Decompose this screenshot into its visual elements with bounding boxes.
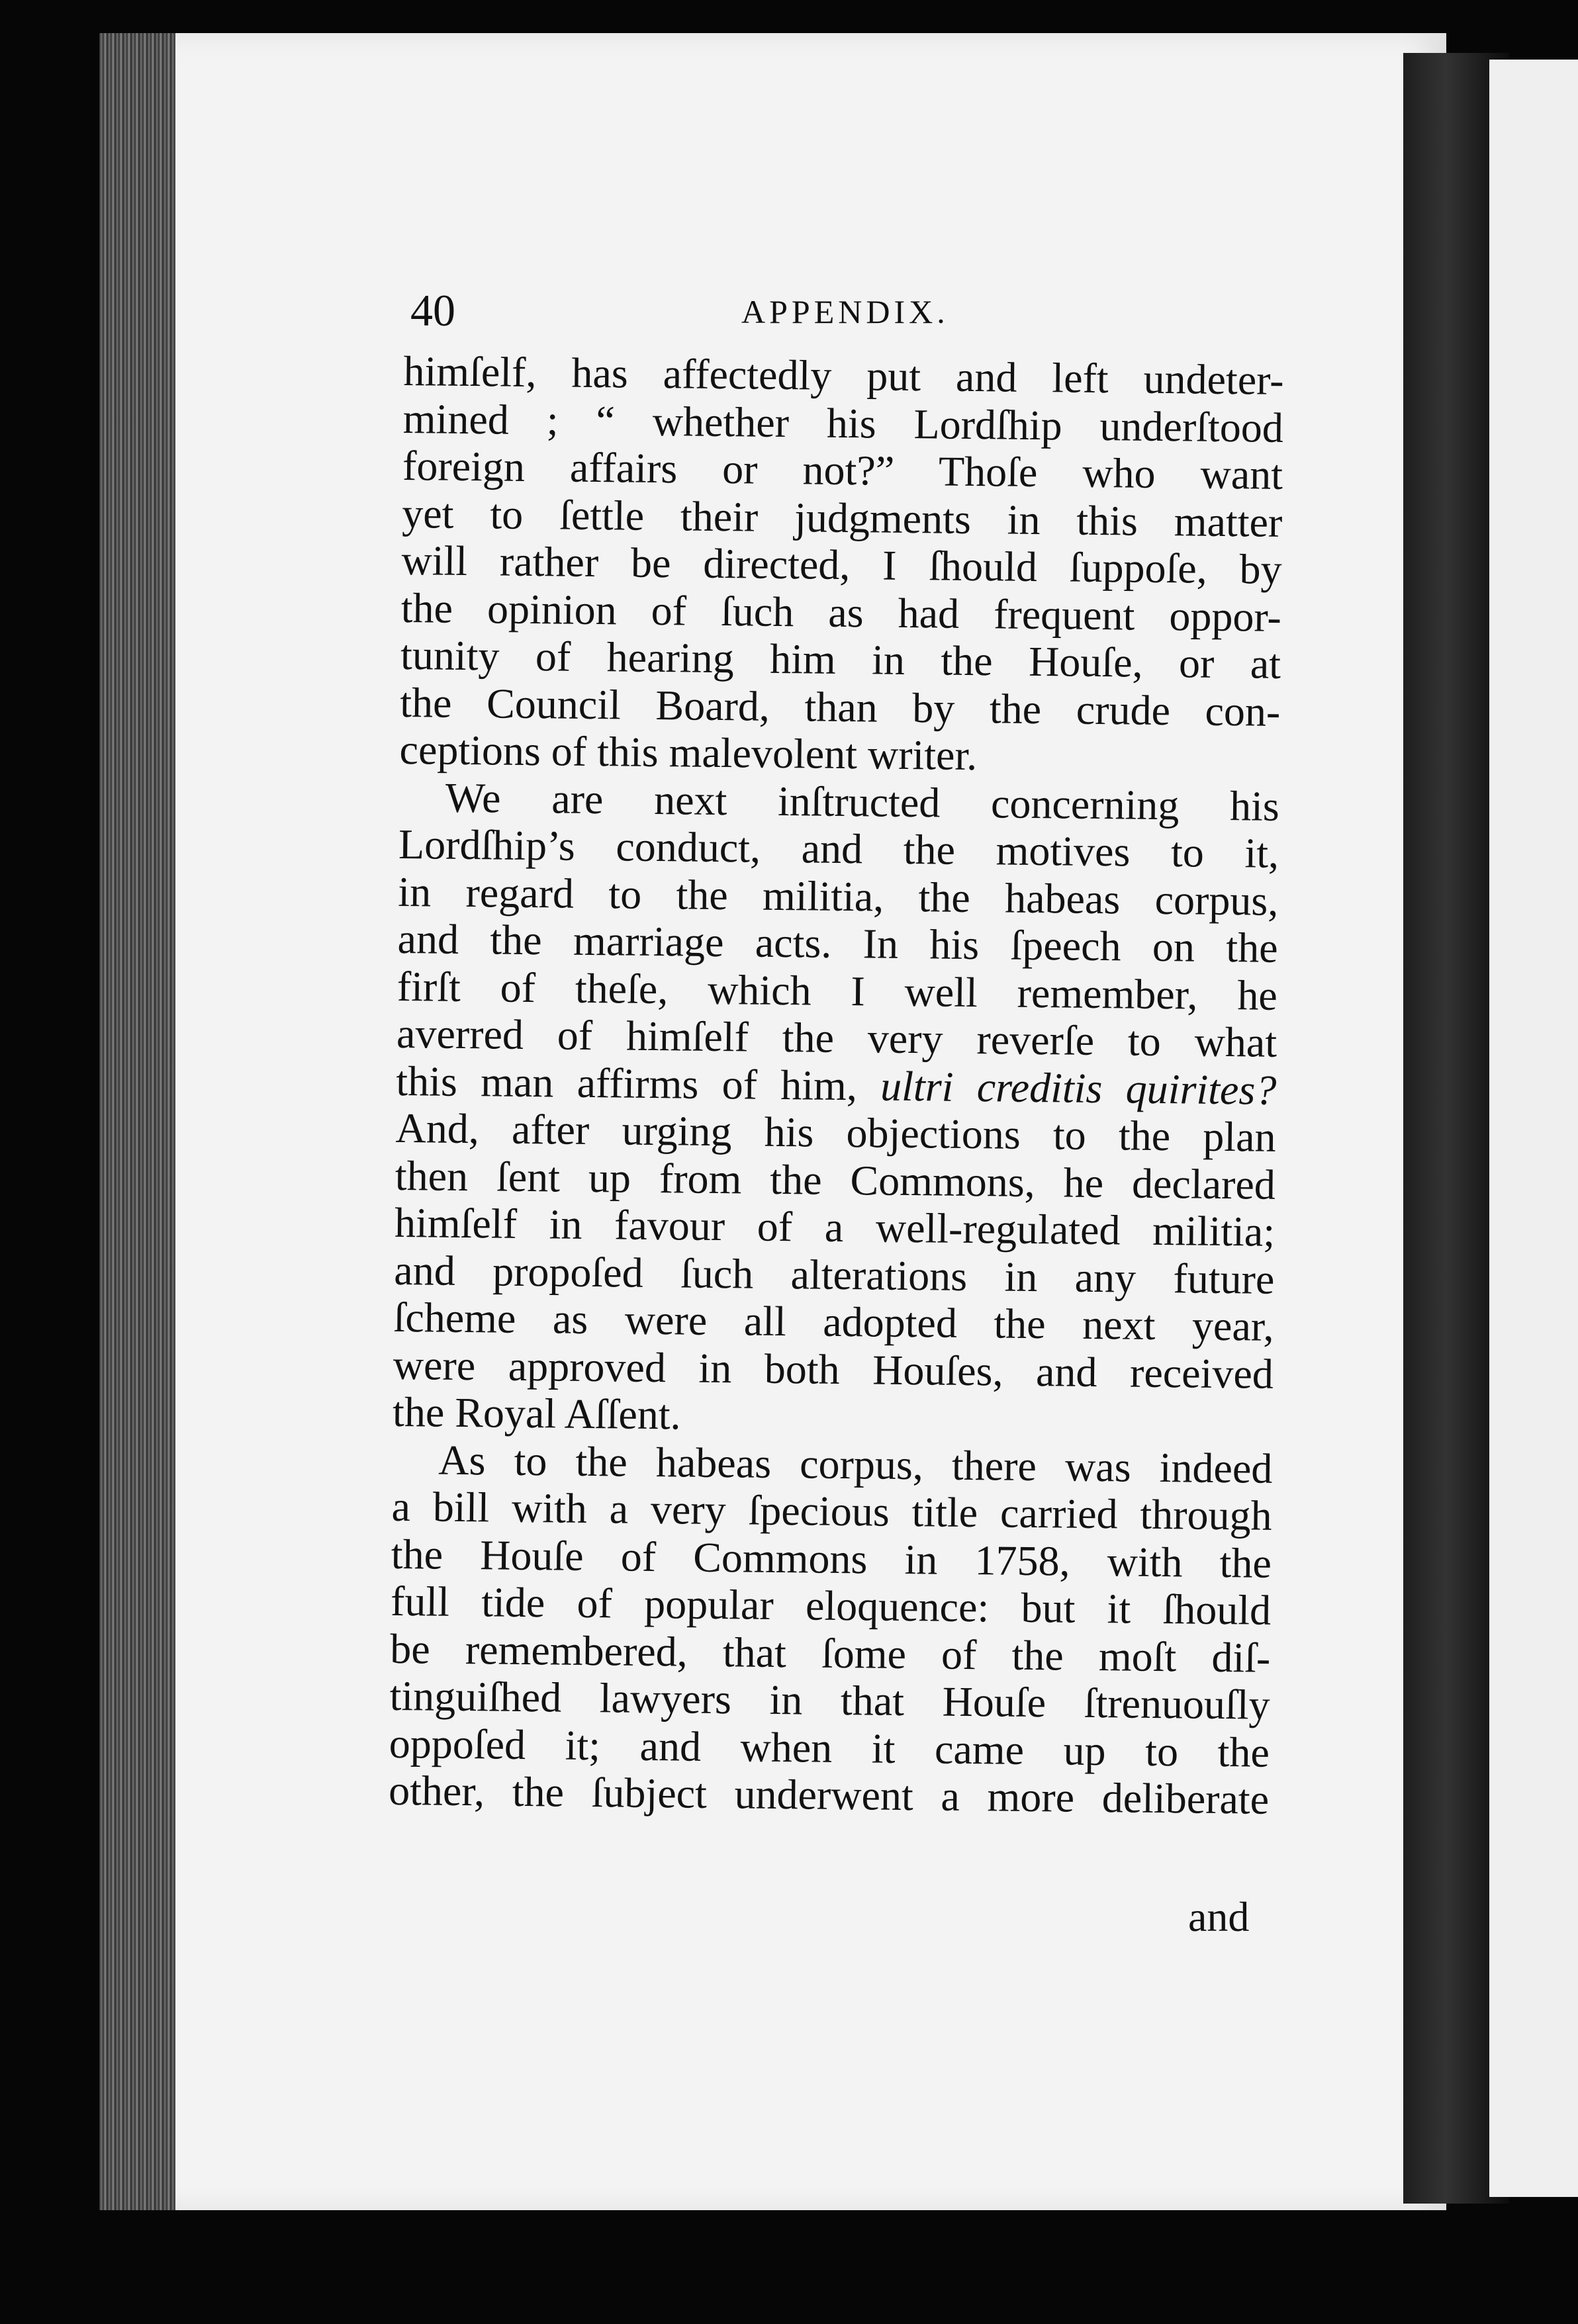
text-line: and the marriage acts. In his ſpeech on the <box>397 915 1278 971</box>
page-header <box>410 285 1291 344</box>
text-line: foreign affairs or not?” Thoſe who want <box>402 441 1283 498</box>
text-line: tunity of hearing him in the Houſe, or at <box>400 631 1281 688</box>
adjacent-page-edge <box>1489 60 1578 2197</box>
page-number: 40 <box>410 285 455 335</box>
text-line: ſcheme as were all adopted the next year, <box>393 1293 1274 1350</box>
text-line: the opinion of ſuch as had frequent oppor- <box>400 584 1282 641</box>
catchword: and <box>1188 1893 1250 1940</box>
text-line: And, after urging his objections to the plan <box>395 1104 1276 1161</box>
text-line: We are next inſtructed concerning his <box>445 774 1280 830</box>
text-line: himſelf, has affectedly put and left undeter- <box>403 347 1284 404</box>
text-line: Lordſhip’s conduct, and the motives to it, <box>398 820 1279 877</box>
text-line: the Council Board, than by the crude con- <box>400 678 1281 735</box>
text-line: yet to ſettle their judgments in this matter <box>402 489 1283 546</box>
body-text <box>389 347 1284 1823</box>
text-line: full tide of popular eloquence: but it ſhould <box>390 1577 1272 1634</box>
text-line: the Royal Aſſent. <box>392 1388 682 1439</box>
text-line: himſelf in favour of a well-regulated militia; <box>394 1198 1276 1255</box>
text-span: this man affirms of him, <box>396 1057 858 1109</box>
text-line: As to the habeas corpus, there was indeed <box>438 1436 1273 1492</box>
italic-quotation: ultri creditis quirites? <box>880 1062 1277 1114</box>
text-line: tinguiſhed lawyers in that Houſe ſtrenuouſly <box>389 1672 1270 1728</box>
text-line: oppoſed it; and when it came up to the <box>389 1719 1270 1776</box>
text-line: in regard to the militia, the habeas corpus, <box>398 868 1279 924</box>
text-line: a bill with a very ſpecious title carried through <box>391 1482 1272 1539</box>
text-line: and propoſed ſuch alterations in any future <box>394 1246 1275 1303</box>
text-line: averred of himſelf the very reverſe to what <box>396 1009 1277 1066</box>
text-line: firſt of theſe, which I well remember, he <box>396 962 1278 1019</box>
text-line: be remembered, that ſome of the moſt diſ- <box>390 1625 1271 1681</box>
text-line: ceptions of this malevolent writer. <box>399 725 978 780</box>
running-head: APPENDIX. <box>741 293 949 330</box>
text-line: were approved in both Houſes, and received <box>393 1341 1274 1398</box>
text-line: mined ; “ whether his Lordſhip underſtood <box>402 394 1284 451</box>
text-line: other, the ſubject underwent a more deliberate <box>388 1766 1270 1823</box>
text-line: the Houſe of Commons in 1758, with the <box>391 1530 1272 1587</box>
text-line: will rather be directed, I ſhould ſuppoſe, by <box>401 536 1282 593</box>
text-line: then ſent up from the Commons, he declared <box>394 1151 1276 1208</box>
